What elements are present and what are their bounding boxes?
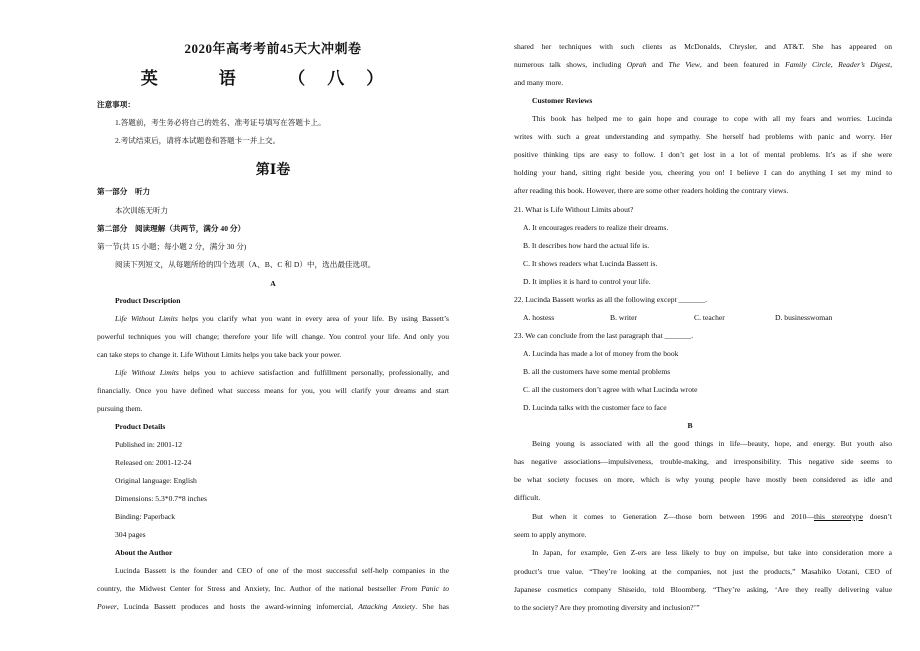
author-line3: Power, Lucinda Bassett produces and hosts the award-winning infomercial, Attacking Anxiety. She has	[97, 602, 449, 611]
desc-p1-line3: can take steps to change it. Life Without Limits helps you take back your power.	[97, 350, 342, 359]
customer-reviews-heading: Customer Reviews	[532, 96, 593, 105]
passage-b-p1-line1: Being young is associated with all the good things in life—beauty, hope, and energy. But youth also	[532, 439, 892, 448]
passage-b-p2-line1: But when it comes to Generation Z—those born between 1996 and 2010—this stereotype doesn’t	[532, 512, 892, 521]
question-23-option-c: C. all the customers don’t agree with what Lucinda wrote	[523, 385, 698, 394]
question-22-option-c: C. teacher	[694, 313, 725, 322]
notice-heading: 注意事项：	[97, 100, 135, 109]
exam-title: 2020年高考考前45天大冲刺卷	[184, 41, 362, 56]
product-description-heading: Product Description	[115, 296, 181, 305]
part1-heading: 第一部分 听力	[97, 187, 151, 196]
section1-heading: 第一节(共 15 小题；每小题 2 分，满分 30 分)	[97, 242, 247, 251]
author-line5: numerous talk shows, including Oprah and The View, and been featured in Family Circle, Reader’s Digest,	[514, 60, 893, 69]
question-21-option-d: D. It implies it is hard to control your life.	[523, 277, 651, 286]
question-22-option-a: A. hostess	[523, 313, 555, 322]
question-22-option-b: B. writer	[610, 313, 637, 322]
desc-p2-line1: Life Without Limits helps you to achieve satisfaction and fulfillment personally, professionally, and	[115, 368, 450, 377]
stereotype-underline: this stereotype	[813, 512, 863, 521]
review-line4: holding your hand, sitting right beside you, cheering you on! I believe I can do anything I set my mind to	[514, 168, 892, 177]
desc-p1-line1: Life Without Limits helps you clarify what you want in every area of your life. By using Bassett’s	[115, 314, 449, 323]
detail-published: Published in: 2001-12	[115, 440, 183, 449]
passage-a-label: A	[270, 279, 276, 288]
instruction: 阅读下列短文，从每题所给的四个选项（A、B、C 和 D）中，选出最佳选项。	[115, 260, 376, 269]
passage-b-p2-line2: seem to apply anymore.	[514, 530, 587, 539]
product-details-heading: Product Details	[115, 422, 166, 431]
notice-item-1: 1.答题前，考生务必将自己的姓名、准考证号填写在答题卡上。	[115, 118, 326, 127]
passage-b-p1-line4: difficult.	[514, 493, 541, 502]
desc-p2-line3: pursuing them.	[97, 404, 143, 413]
detail-binding: Binding: Paperback	[115, 512, 176, 521]
question-21-option-b: B. It describes how hard the actual life is.	[523, 241, 650, 250]
question-23-option-b: B. all the customers have some mental problems	[523, 367, 671, 376]
exam-subtitle: 英 语 （八）	[140, 69, 406, 88]
passage-b-p1-line3: be what society focuses on more, which is why young people have mostly been considered as idle and	[514, 475, 892, 484]
desc-p1-line2: powerful techniques you will change; therefore your life will change. You control your life. And only you	[97, 332, 449, 341]
review-line5: after reading this book. However, there are some other readers holding the contrary views.	[514, 186, 789, 195]
question-22-stem: 22. Lucinda Bassett works as all the following except _______.	[514, 295, 707, 304]
passage-b-p1-line2: has negative associations—impulsiveness, trouble-making, and irresponsibility. This negative side seems to	[514, 457, 892, 466]
question-23-option-a: A. Lucinda has made a lot of money from the book	[523, 349, 679, 358]
passage-b-label: B	[687, 421, 693, 430]
part1-note: 本次训练无听力	[115, 206, 169, 215]
detail-dimensions: Dimensions: 5.3*0.7*8 inches	[115, 494, 207, 503]
review-line3: positive thinking tips are easy to follow. I don’t get lost in a lot of mental problems. It’s as if she were	[514, 150, 892, 159]
author-line1: Lucinda Bassett is the founder and CEO of one of the most successful self-help companies in the	[115, 566, 449, 575]
passage-b-p3-line1: In Japan, for example, Gen Z-ers are less likely to buy on impulse, but take into consideration more a	[532, 548, 892, 557]
volume-title: 第Ⅰ卷	[255, 163, 291, 178]
notice-item-2: 2.考试结束后，请将本试题卷和答题卡一并上交。	[115, 136, 281, 145]
question-23-stem: 23. We can conclude from the last paragraph that _______.	[514, 331, 694, 340]
detail-released: Released on: 2001-12-24	[115, 458, 192, 467]
detail-language: Original language: English	[115, 476, 197, 485]
passage-b-p3-line3: Japanese cosmetics company Shiseido, told Bloomberg. “They’re asking, ‘Are they really delivering value	[514, 585, 892, 594]
author-line6: and many more.	[514, 78, 564, 87]
review-line2: writes with such a great understanding and sympathy. She herself had problems with panic and worry. Her	[514, 132, 892, 141]
passage-b-p3-line4: to the society? Are they promoting diversity and inclusion?’”	[514, 603, 700, 612]
review-line1: This book has helped me to gain hope and courage to cope with all my fears and worries. Lucinda	[532, 114, 892, 123]
desc-p2-line2: financially. Once you have defined what success means for you, you will clarify your dreams and start	[97, 386, 449, 395]
detail-pages: 304 pages	[115, 530, 146, 539]
author-line4: shared her techniques with such clients as McDonalds, Chrysler, and AT&T. She has appeared on	[514, 42, 892, 51]
about-author-heading: About the Author	[115, 548, 173, 557]
passage-b-p3-line2: product’s true value. “They’re looking at the companies, not just the products,” Masahiko Uotani, CEO of	[514, 567, 892, 576]
question-21-option-c: C. It shows readers what Lucinda Bassett is.	[523, 259, 658, 268]
author-line2: country, the Midwest Center for Stress and Anxiety, Inc. Author of the national bestseller From Panic to	[97, 584, 449, 593]
part2-heading: 第二部分 阅读理解（共两节，满分 40 分）	[97, 224, 246, 233]
question-21-option-a: A. It encourages readers to realize their dreams.	[523, 223, 669, 232]
question-22-option-d: D. businesswoman	[775, 313, 833, 322]
question-23-option-d: D. Lucinda talks with the customer face to face	[523, 403, 667, 412]
question-21-stem: 21. What is Life Without Limits about?	[514, 205, 634, 214]
